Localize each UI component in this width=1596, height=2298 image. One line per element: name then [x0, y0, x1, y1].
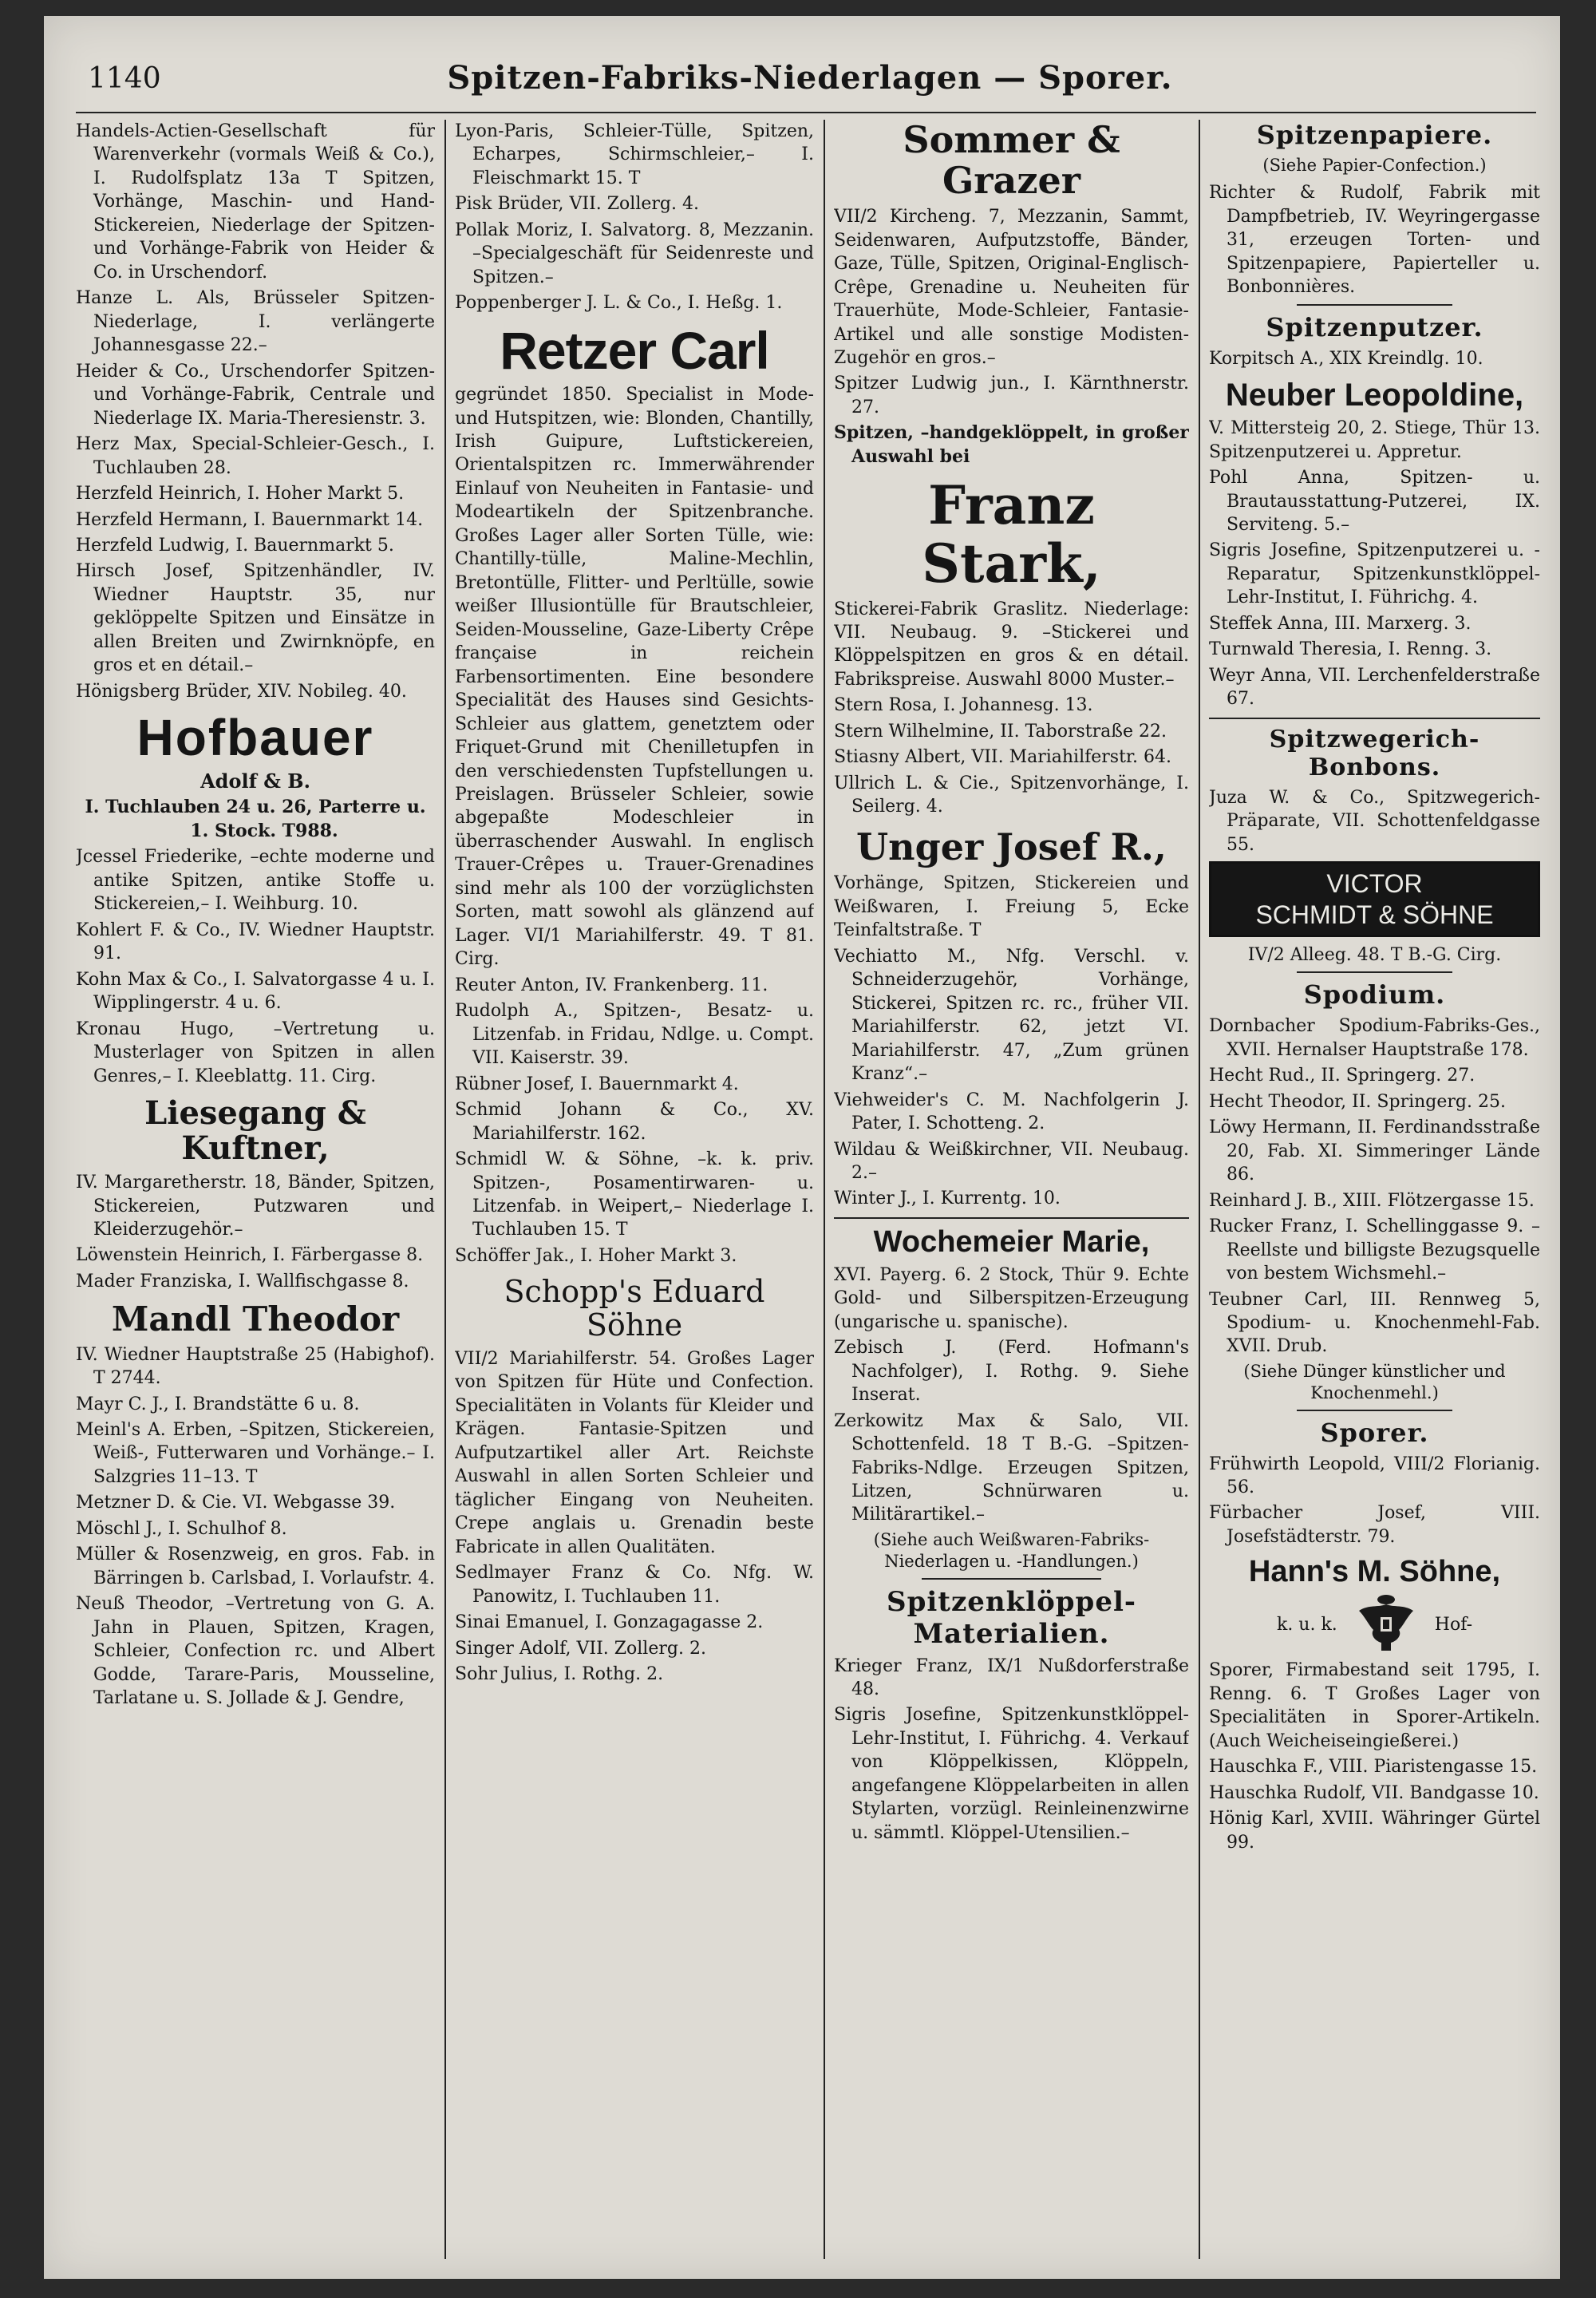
listing-entry: Herz Max, Special-Schleier-Gesch., I. Tuchlauben 28.	[76, 434, 435, 478]
running-title: Spitzen-Fabriks-Niederlagen — Sporer.	[447, 59, 1173, 97]
listing-entry: Richter & Rudolf, Fabrik mit Dampfbetrieb, IV. Weyringergasse 31, erzeugen Torten- und Spitzenpapiere, Papierteller u. Bonbonnières.	[1209, 183, 1540, 298]
advert-title: Sommer & Grazer	[903, 120, 1120, 202]
listing-entry: Heider & Co., Urschendorfer Spitzen- und Vorhänge-Fabrik, Centrale und Niederlage IX. Maria-Theresienstr. 3.	[76, 361, 435, 429]
listing-entry: Teubner Carl, III. Rennweg 5, Spodium- u. Knochenmehl-Fab. XVII. Drub.	[1209, 1289, 1540, 1357]
advert-text: XVI. Payerg. 6. 2 Stock, Thür 9. Echte Gold- und Silberspitzen-Erzeugung (ungarische u. spanische).	[834, 1264, 1189, 1332]
listing-entry: Singer Adolf, VII. Zollerg. 2.	[455, 1638, 706, 1659]
listing-entry: Pohl Anna, Spitzen- u. Brautausstattung-Putzerei, IX. Serviteng. 5.–	[1209, 468, 1540, 535]
section-heading: Spitzenklöppel-Materialien.	[887, 1585, 1136, 1650]
advert-title: Retzer Carl	[500, 320, 769, 380]
listing-entry: Korpitsch A., XIX Kreindlg. 10.	[1209, 348, 1483, 369]
column-1	[76, 120, 435, 2259]
advert-title: Liesegang & Kuftner,	[144, 1094, 366, 1168]
banner-line: SCHMIDT & SÖHNE	[1255, 900, 1494, 929]
advert-banner	[1209, 861, 1540, 937]
column-4	[1209, 120, 1540, 2259]
banner-line: VICTOR	[1326, 869, 1423, 899]
listing-entry: Rübner Josef, I. Bauernmarkt 4.	[455, 1074, 739, 1094]
divider	[1297, 304, 1452, 306]
listing-entry: Zebisch J. (Ferd. Hofmann's Nachfolger), I. Rothg. 9. Siehe Inserat.	[834, 1338, 1189, 1406]
listing-entry: Sigris Josefine, Spitzenputzerei u. -Reparatur, Spitzenkunstklöppel-Lehr-Institut, I. Führichg. 4.	[1209, 540, 1540, 608]
header-rule	[76, 112, 1536, 113]
listing-entry: Stern Wilhelmine, II. Taborstraße 22.	[834, 721, 1167, 742]
listing-entry: Lyon-Paris, Schleier-Tülle, Spitzen, Echarpes, Schirmschleier,– I. Fleischmarkt 15. T	[455, 121, 814, 188]
column-divider	[824, 120, 825, 2259]
column-divider	[444, 120, 446, 2259]
column-divider	[1199, 120, 1200, 2259]
section-heading: Spitzenpapiere.	[1256, 120, 1493, 150]
listing-entry: Metzner D. & Cie. VI. Webgasse 39.	[76, 1493, 396, 1513]
listing-entry: Mader Franziska, I. Wallfischgasse 8.	[76, 1271, 409, 1291]
directory-page	[44, 16, 1560, 2279]
listing-entry: Krieger Franz, IX/1 Nußdorferstraße 48.	[834, 1655, 1189, 1700]
listing-entry: Mayr C. J., I. Brandstätte 6 u. 8.	[76, 1394, 360, 1414]
section-heading: Spitzwegerich-Bonbons.	[1269, 725, 1480, 781]
section-heading: Spodium.	[1303, 979, 1446, 1011]
listing-entry: Spitzer Ludwig jun., I. Kärnthnerstr. 27.	[834, 374, 1189, 417]
advert-text: gegründet 1850. Specialist in Mode- und Hutspitzen, wie: Blonden, Chantilly, Irish Guipure, Luftstickereien, Orientalspitzen rc. Immerwährender Einlauf von Neuheiten in Fantasie- und Modeartikeln der Spitzenbranche. Großes Lager aller Sorten Tülle, wie: Chantilly-tülle, Maline-Mechlin, Bretontülle, Flitter- und Perltülle, sowie weißer Illusiontülle für Brautschleier, Seiden-Mousseline, Gaze-Liberty Crêpe française in reichein Farbensortimenten. Eine besondere Specialität des Hauses sind Gesichts-Schleier aus glattem, genetztem oder Friquet-Grund mit Chenilletupfen in den verschiedensten Tupfstellungen u. Preislagen. Brüsseler Schleier, sowie abgepaßte Modeschleier in überraschender Auswahl. In englisch Trauer-Crêpes u. Trauer-Grenadines sind mehr als 100 der vorzüglichsten Sorten, matt sowohl als glänzend auf Lager. VI/1 Mariahilferstr. 49. T 81. Cirg.	[455, 385, 814, 970]
page-header	[88, 56, 1532, 104]
divider	[922, 1578, 1101, 1580]
listing-entry: Rudolph A., Spitzen-, Besatz- u. Litzenfab. in Fridau, Ndlge. u. Compt. VII. Kaiserstr. 39.	[455, 1001, 814, 1069]
advert-text: I. Tuchlauben 24 u. 26, Parterre u. 1. Stock. T988.	[85, 797, 426, 841]
listing-entry: Meinl's A. Erben, –Spitzen, Stickereien, Weiß-, Futterwaren und Vorhänge.– I. Salzgries 11–13. T	[76, 1420, 435, 1487]
listing-entry: Reinhard J. B., XIII. Flötzergasse 15.	[1209, 1190, 1535, 1211]
listing-entry: Rucker Franz, I. Schellinggasse 9. –Reellste und billigste Bezugsquelle von bestem Wichsmehl.–	[1209, 1216, 1540, 1284]
listing-entry: Kohlert F. & Co., IV. Wiedner Hauptstr. 91.	[76, 920, 435, 964]
section-heading: Sporer.	[1320, 1417, 1429, 1448]
cross-reference: (Siehe Papier-Confection.)	[1262, 156, 1487, 175]
advert-text: VII/2 Mariahilferstr. 54. Großes Lager von Spitzen für Hüte und Confection. Specialitäten in Volants für Kleider und Krägen. Fantasie-Spitzen und Aufputzartikel aller Art. Reichste Auswahl in allen Sorten Schleier und täglicher Eingang von Neuheiten. Crepe anglais u. Grenadin beste Fabricate in allen Qualitäten.	[455, 1348, 814, 1557]
divider	[1209, 718, 1540, 719]
advert-title: Franz Stark,	[922, 474, 1101, 595]
advert-title: Hann's M. Söhne,	[1248, 1555, 1501, 1589]
listing-entry: Weyr Anna, VII. Lerchenfelderstraße 67.	[1209, 665, 1540, 710]
listing-entry: Zerkowitz Max & Salo, VII. Schottenfeld. 18 T B.-G. –Spitzen-Fabriks-Ndlge. Erzeugen Spitzen, Litzen, Schnürwaren u. Militärartikel.–	[834, 1410, 1189, 1525]
listing-entry: Wildau & Weißkirchner, VII. Neubaug. 2.–	[834, 1139, 1189, 1183]
listing-entry: Hanze L. Als, Brüsseler Spitzen-Niederlage, I. verlängerte Johannesgasse 22.–	[76, 288, 435, 356]
advert-text: IV. Wiedner Hauptstraße 25 (Habighof). T 2744.	[76, 1344, 435, 1389]
listing-entry: Herzfeld Hermann, I. Bauernmarkt 14.	[76, 509, 424, 530]
listing-entry: Reuter Anton, IV. Frankenberg. 11.	[455, 975, 768, 995]
advert-title: Hofbauer	[136, 709, 374, 767]
advert-title: Unger Josef R.,	[856, 825, 1167, 868]
listing-entry: Jcessel Friederike, –echte moderne und antike Spitzen, antike Stoffe u. Stickereien,– I. Weihburg. 10.	[76, 847, 435, 915]
advert-title: Schopp's Eduard Söhne	[504, 1274, 765, 1343]
listing-entry: Kronau Hugo, –Vertretung u. Musterlager von Spitzen in allen Genres,– I. Kleeblattg. 11. Cirg.	[76, 1018, 435, 1086]
double-eagle-icon	[1354, 1593, 1418, 1655]
listing-entry: Löwy Hermann, II. Ferdinandsstraße 20, Fab. XI. Simmeringer Lände 86.	[1209, 1117, 1540, 1185]
listing-entry: Hecht Rud., II. Springerg. 27.	[1209, 1066, 1476, 1086]
columns	[76, 120, 1540, 2259]
column-3	[834, 120, 1189, 2259]
advert-text: Stickerei-Fabrik Graslitz. Niederlage: VII. Neubaug. 9. –Stickerei und Klöppelspitzen en gros & en détail. Fabrikspreise. Auswahl 8000 Muster.–	[834, 599, 1189, 690]
listing-entry: Dornbacher Spodium-Fabriks-Ges., XVII. Hernalser Hauptstraße 178.	[1209, 1016, 1540, 1060]
advert-text: Sporer, Firmabestand seit 1795, I. Renng. 6. T Großes Lager von Specialitäten in Sporer-Artikeln. (Auch Weicheiseingießerei.)	[1209, 1660, 1540, 1751]
cross-reference: (Siehe Dünger künstlicher und Knochenmehl.)	[1243, 1361, 1506, 1403]
listing-entry: Hecht Theodor, II. Springerg. 25.	[1209, 1091, 1506, 1112]
listing-entry: Herzfeld Heinrich, I. Hoher Markt 5.	[76, 484, 405, 504]
listing-entry: Viehweider's C. M. Nachfolgerin J. Pater, I. Schotteng. 2.	[834, 1090, 1189, 1134]
listing-entry: Stern Rosa, I. Johannesg. 13.	[834, 695, 1093, 716]
listing-entry: Hauschka F., VIII. Piaristengasse 15.	[1209, 1757, 1538, 1778]
crest-right-label: Hof-	[1434, 1614, 1473, 1635]
listing-entry: Neuß Theodor, –Vertretung von G. A. Jahn in Plauen, Spitzen, Kragen, Schleier, Confection rc. und Albert Godde, Tarare-Paris, Mousseline, Tarlatane u. S. Jollade & J. Gendre,	[76, 1594, 435, 1709]
listing-entry: Schmidl W. & Söhne, –k. k. priv. Spitzen-, Posamentirwaren- u. Litzenfab. in Weipert,– Niederlage I. Tuchlauben 15. T	[455, 1149, 814, 1240]
advert-text: VII/2 Kircheng. 7, Mezzanin, Sammt, Seidenwaren, Aufputzstoffe, Bänder, Gaze, Tülle, Spitzen, Original-Englisch-Crêpe, Grenadine u. Neuheiten für Trauerhüte, Mode-Schleier, Fantasie-Artikel und alle sonstige Modisten-Zugehör en gros.–	[834, 207, 1189, 368]
crest-left-label: k. u. k.	[1276, 1614, 1337, 1635]
listing-entry: Pisk Brüder, VII. Zollerg. 4.	[455, 194, 699, 215]
advert-text: IV. Margaretherstr. 18, Bänder, Spitzen, Stickereien, Putzwaren und Kleiderzugehör.–	[76, 1173, 435, 1240]
listing-entry: Schöffer Jak., I. Hoher Markt 3.	[455, 1245, 737, 1266]
listing-entry: Sedlmayer Franz & Co. Nfg. W. Panowitz, I. Tuchlauben 11.	[455, 1563, 814, 1607]
advert-title: Wochemeier Marie,	[873, 1224, 1150, 1259]
listing-entry: Schmid Johann & Co., XV. Mariahilferstr. 162.	[455, 1100, 814, 1144]
listing-entry: Hönig Karl, XVIII. Währinger Gürtel 99.	[1209, 1809, 1540, 1853]
advert-text: V. Mittersteig 20, 2. Stiege, Thür 13. Spitzenputzerei u. Appretur.	[1209, 418, 1540, 462]
divider	[1297, 1410, 1452, 1411]
listing-entry: Spitzen, –handgeklöppelt, in großer Auswahl bei	[834, 422, 1189, 467]
advert-text: IV/2 Alleeg. 48. T B.-G. Cirg.	[1247, 944, 1502, 965]
listing-entry: Juza W. & Co., Spitzwegerich-Präparate, VII. Schottenfeldgasse 55.	[1209, 787, 1540, 855]
listing-entry: Müller & Rosenzweig, en gros. Fab. in Bärringen b. Carlsbad, I. Vorlaufstr. 4.	[76, 1545, 435, 1588]
listing-entry: Kohn Max & Co., I. Salvatorgasse 4 u. I. Wipplingerstr. 4 u. 6.	[76, 969, 435, 1014]
column-2	[455, 120, 814, 2259]
listing-entry: Pollak Moriz, I. Salvatorg. 8, Mezzanin. –Specialgeschäft für Seidenreste und Spitzen.–	[455, 220, 814, 287]
section-heading: Spitzenputzer.	[1266, 311, 1483, 342]
advert-text: Vorhänge, Spitzen, Stickereien und Weißwaren, I. Freiung 5, Ecke Teinfaltstraße. T	[834, 873, 1189, 941]
crest-line	[1209, 1593, 1540, 1655]
listing-entry: Ullrich L. & Cie., Spitzenvorhänge, I. Seilerg. 4.	[834, 773, 1189, 817]
listing-entry: Poppenberger J. L. & Co., I. Heßg. 1.	[455, 293, 783, 314]
listing-entry: Löwenstein Heinrich, I. Färbergasse 8.	[76, 1245, 424, 1266]
listing-entry: Herzfeld Ludwig, I. Bauernmarkt 5.	[76, 535, 394, 556]
listing-entry: Stiasny Albert, VII. Mariahilferstr. 64.	[834, 747, 1172, 768]
listing-entry: Frühwirth Leopold, VIII/2 Florianig. 56.	[1209, 1454, 1540, 1498]
listing-entry: Hönigsberg Brüder, XIV. Nobileg. 40.	[76, 681, 407, 702]
listing-entry: Fürbacher Josef, VIII. Josefstädterstr. 79.	[1209, 1503, 1540, 1547]
listing-entry: Winter J., I. Kurrentg. 10.	[834, 1189, 1061, 1209]
listing-entry: Möschl J., I. Schulhof 8.	[76, 1518, 287, 1539]
advert-title: Mandl Theodor	[111, 1299, 400, 1339]
listing-entry: Hauschka Rudolf, VII. Bandgasse 10.	[1209, 1782, 1539, 1803]
page-number: 1140	[88, 62, 161, 95]
listing-entry: Hirsch Josef, Spitzenhändler, IV. Wiedner Hauptstr. 35, nur geklöppelte Spitzen und Einsätze in allen Breiten und Zwirnknöpfe, en gros et en détail.–	[76, 561, 435, 676]
divider	[834, 1217, 1189, 1219]
listing-entry: Handels-Actien-Gesellschaft für Warenverkehr (vormals Weiß & Co.), I. Rudolfsplatz 13a T Spitzen, Vorhänge, Maschin- und Hand-Stickereien, Niederlage der Spitzen- und Vorhänge-Fabrik von Heider & Co. in Urschendorf.	[76, 121, 435, 283]
listing-entry: Vechiatto M., Nfg. Verschl. v. Schneiderzugehör, Vorhänge, Stickerei, Spitzen rc. rc., früher VII. Mariahilferstr. 62, jetzt VI. Mariahilferstr. 47, „Zum grünen Kranz“.–	[834, 946, 1189, 1085]
listing-entry: Sinai Emanuel, I. Gonzagagasse 2.	[455, 1612, 764, 1633]
advert-subtitle: Adolf & B.	[200, 769, 310, 793]
cross-reference: (Siehe auch Weißwaren-Fabriks-Niederlagen u. -Handlungen.)	[873, 1529, 1150, 1572]
listing-entry: Turnwald Theresia, I. Renng. 3.	[1209, 639, 1492, 660]
listing-entry: Sigris Josefine, Spitzenkunstklöppel-Lehr-Institut, I. Führichg. 4. Verkauf von Klöppelkissen, Klöppeln, angefangene Klöppelarbeiten in allen Stylarten, vorzügl. Reinleinenzwirne u. sämmtl. Klöppel-Utensilien.–	[834, 1705, 1189, 1843]
listing-entry: Sohr Julius, I. Rothg. 2.	[455, 1664, 664, 1685]
listing-entry: Steffek Anna, III. Marxerg. 3.	[1209, 613, 1472, 634]
advert-title: Neuber Leopoldine,	[1225, 378, 1524, 413]
divider	[1297, 971, 1452, 973]
